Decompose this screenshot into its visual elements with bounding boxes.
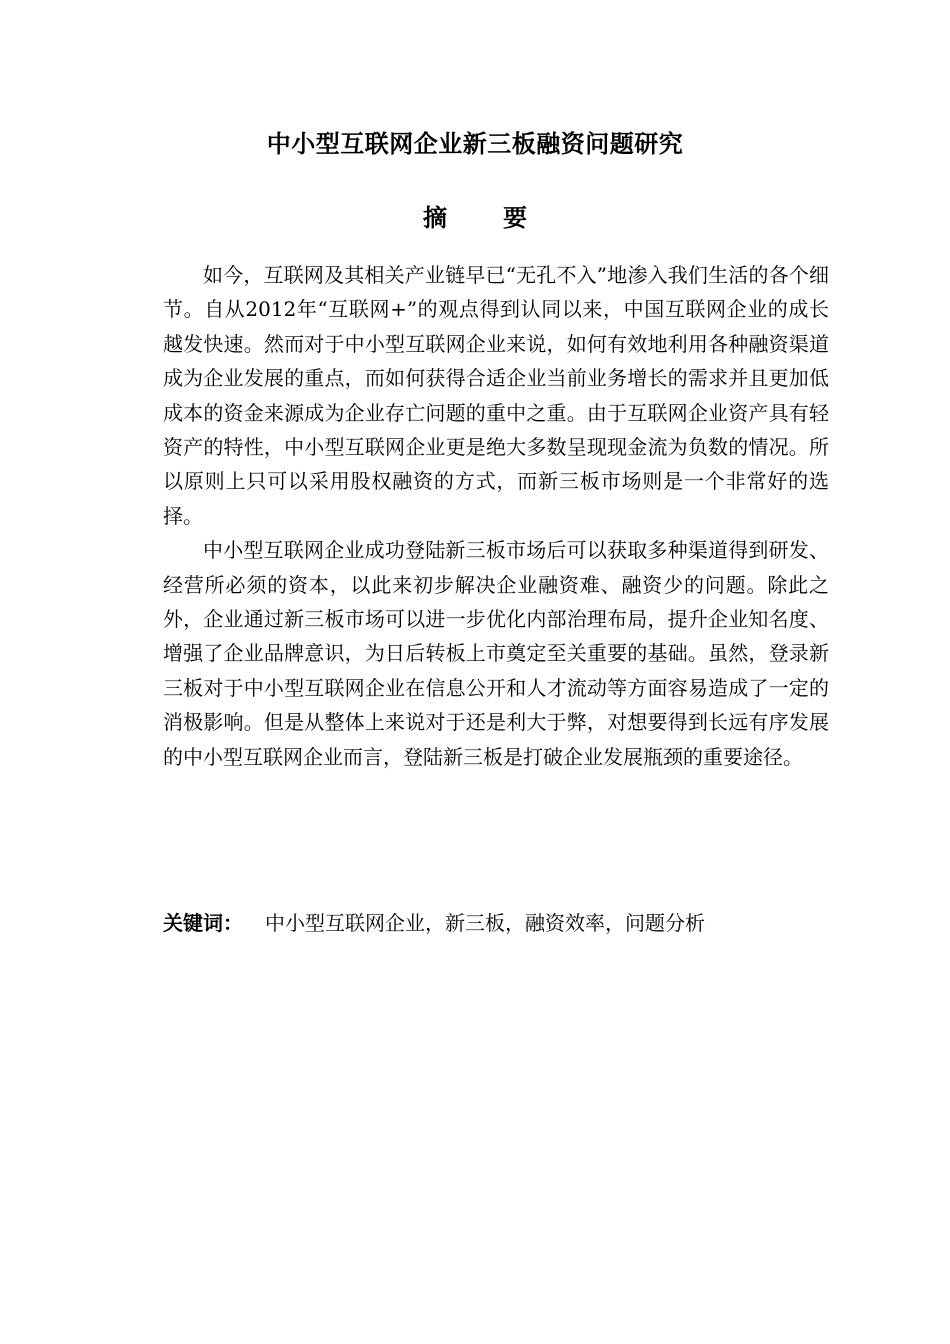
- abstract-body: [163, 258, 829, 774]
- keywords-line: [163, 906, 829, 940]
- paper-title: 中小型互联网企业新三板融资问题研究: [266, 130, 684, 158]
- keywords-label: 关键词：: [163, 911, 243, 935]
- abstract-paragraph-2: 中小型互联网企业成功登陆新三板市场后可以获取多种渠道得到研发、经营所必须的资本，以此来初步解决企业融资难、融资少的问题。除此之外，企业通过新三板市场可以进一步优化内部治理布局，提升企业知名度、增强了企业品牌意识，为日后转板上市奠定至关重要的基础。虽然，登录新三板对于中小型互联网企业在信息公开和人才流动等方面容易造成了一定的消极影响。但是从整体上来说对于还是利大于弊，对想要得到长远有序发展的中小型互联网企业而言，登陆新三板是打破企业发展瓶颈的重要途径。: [163, 538, 829, 769]
- keywords-list: 中小型互联网企业，新三板，融资效率，问题分析: [265, 911, 705, 935]
- abstract-heading: 摘要: [423, 204, 583, 232]
- abstract-paragraph-1: 如今，互联网及其相关产业链早已“无孔不入”地渗入我们生活的各个细节。自从2012年“互联网+”的观点得到认同以来，中国互联网企业的成长越发快速。然而对于中小型互联网企业来说，如何有效地利用各种融资渠道成为企业发展的重点，而如何获得合适企业当前业务增长的需求并且更加低成本的资金来源成为企业存亡问题的重中之重。由于互联网企业资产具有轻资产的特性，中小型互联网企业更是绝大多数呈现现金流为负数的情况。所以原则上只可以采用股权融资的方式，而新三板市场则是一个非常好的选择。: [163, 263, 829, 528]
